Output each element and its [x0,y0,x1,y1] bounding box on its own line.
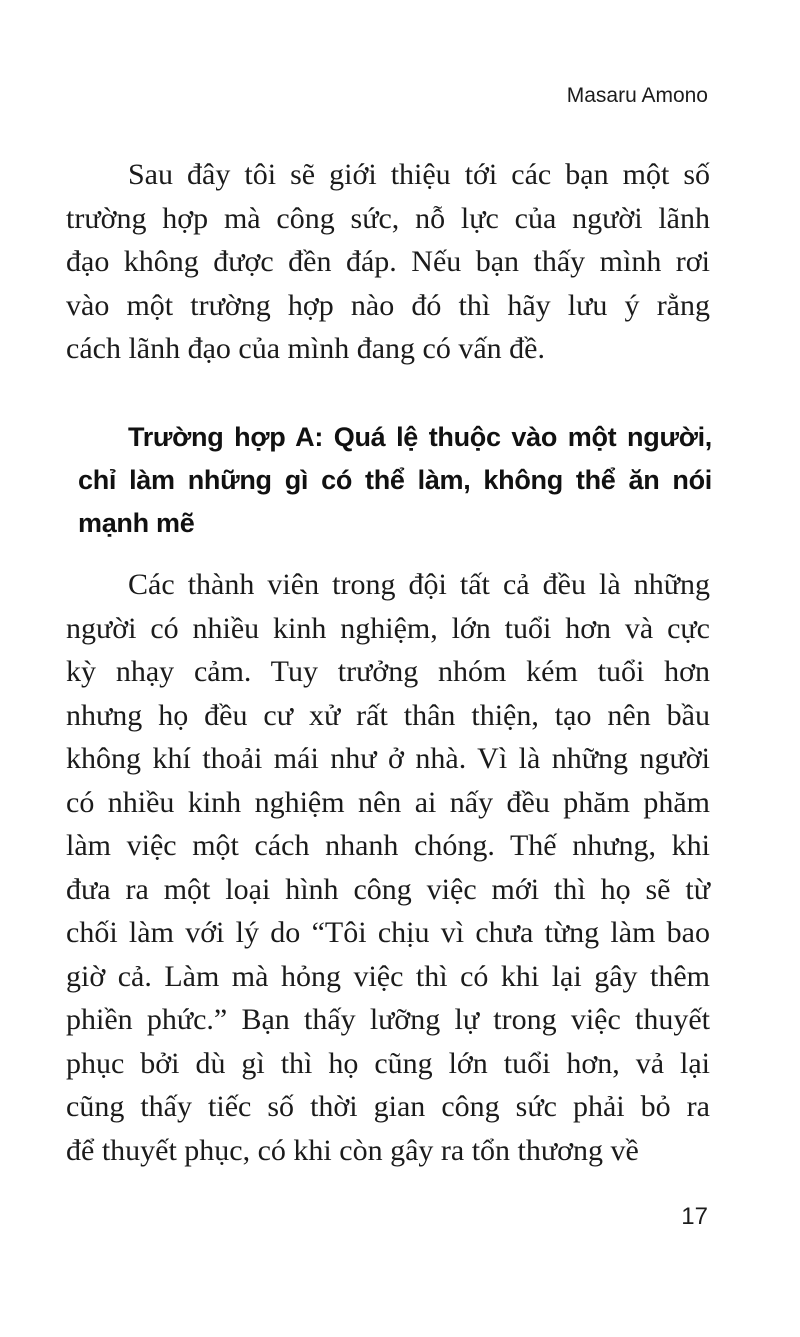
text-line: cách lãnh đạo của mình đang có vấn đề. [66,332,545,365]
text-line: vào một trường hợp nào đó thì hãy lưu ý rằng [66,288,710,322]
text-line: đạo không được đền đáp. Nếu bạn thấy mình rơi [66,245,710,278]
text-line: trường hợp mà công sức, nỗ lực của người lãnh [66,201,710,235]
text-line: cũng thấy tiếc số thời gian công sức phải bỏ ra [66,1090,710,1123]
text-line: làm việc một cách nhanh chóng. Thế nhưng, khi [66,829,710,862]
text-line: Các thành viên trong đội tất cả đều là những [128,568,710,601]
text-line: không khí thoải mái như ở nhà. Vì là những người [66,742,710,775]
text-line: phục bởi dù gì thì họ cũng lớn tuổi hơn, vả lại [66,1046,710,1080]
text-line: có nhiều kinh nghiệm nên ai nấy đều phăm phăm [66,785,710,819]
paragraph-case-a-body [66,563,710,1172]
text-line: kỳ nhạy cảm. Tuy trưởng nhóm kém tuổi hơn [66,655,710,688]
text-line: nhưng họ đều cư xử rất thân thiện, tạo nên bầu [66,698,710,732]
page-number: 17 [681,1203,708,1230]
section-heading-case-a [78,416,712,545]
text-line: Trường hợp A: Quá lệ thuộc vào một người, [128,422,712,452]
running-header-author: Masaru Amono [566,84,708,107]
text-line: để thuyết phục, có khi còn gây ra tổn thương về [66,1133,639,1167]
text-line: chỉ làm những gì có thể làm, không thể ăn nói [78,465,712,495]
text-line: giờ cả. Làm mà hỏng việc thì có khi lại gây thêm [66,959,710,993]
text-line: đưa ra một loại hình công việc mới thì họ sẽ từ [66,872,710,906]
text-line: Sau đây tôi sẽ giới thiệu tới các bạn một số [128,158,710,191]
text-line: người có nhiều kinh nghiệm, lớn tuổi hơn và cực [66,611,710,645]
text-line: chối làm với lý do “Tôi chịu vì chưa từng làm bao [66,916,710,949]
text-line: mạnh mẽ [78,508,195,538]
text-line: phiền phức.” Bạn thấy lưỡng lự trong việc thuyết [66,1003,710,1036]
paragraph-intro [66,153,710,371]
